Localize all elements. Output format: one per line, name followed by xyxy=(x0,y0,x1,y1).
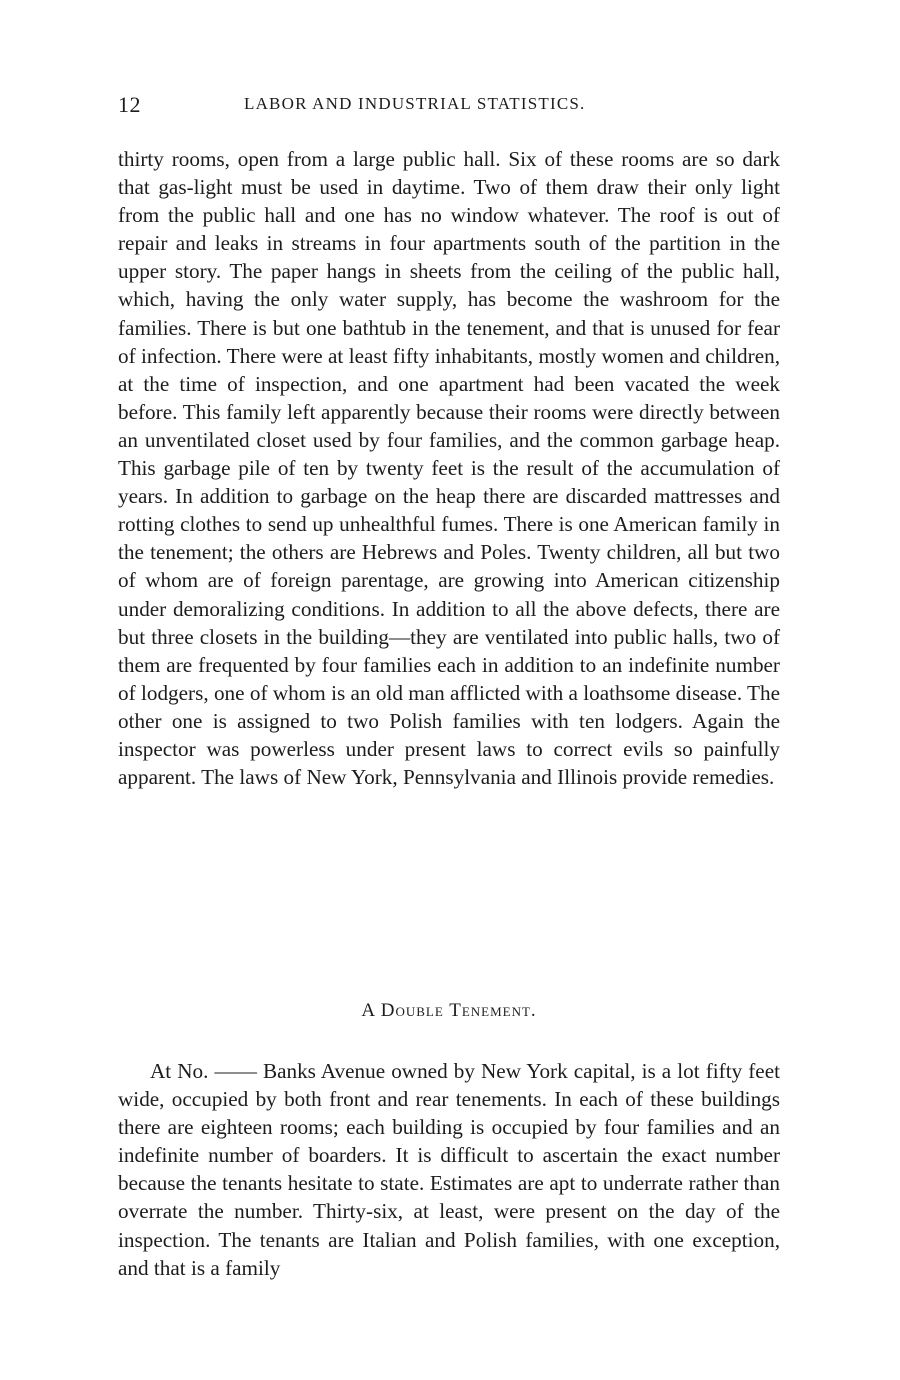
running-title: LABOR AND INDUSTRIAL STATISTICS. xyxy=(244,94,586,113)
page-number: 12 xyxy=(118,92,141,117)
body-paragraph-2: At No. —— Banks Avenue owned by New York capital, is a lot fifty feet wide, occupied by both front and rear tenements. In each of these buildings there are eighteen rooms; each building is occupied by four families and an indefinite number of boarders. It is difficult to ascertain the exact number because the tenants hesitate to state. Estimates are apt to underrate rather than overrate the number. Thirty-six, at least, were present on the day of the inspection. The tenants are Italian and Polish families, with one exception, and that is a family xyxy=(118,1059,780,1280)
running-header xyxy=(118,92,780,122)
section-heading: A Double Tenement. xyxy=(361,1000,537,1021)
body-paragraph-1: thirty rooms, open from a large public hall. Six of these rooms are so dark that gas-light must be used in daytime. Two of them draw their only light from the public hall and one has no window whatever. The roof is out of repair and leaks in streams in four apartments south of the partition in the upper story. The paper hangs in sheets from the ceiling of the public hall, which, having the only water supply, has become the washroom for the families. There is but one bathtub in the tenement, and that is unused for fear of infection. There were at least fifty inhabitants, mostly women and children, at the time of inspection, and one apartment had been vacated the week before. This family left apparently because their rooms were directly between an unventilated closet used by four families, and the common garbage heap. This garbage pile of ten by twenty feet is the result of the accumulation of years. In addition to garbage on the heap there are discarded mattresses and rotting clothes to send up unhealthful fumes. There is one American family in the tenement; the others are Hebrews and Poles. Twenty children, all but two of whom are of foreign parentage, are growing into American citizenship under demoralizing conditions. In addition to all the above defects, there are but three closets in the building—they are ventilated into public halls, two of them are frequented by four families each in addition to an indefinite number of lodgers, one of whom is an old man afflicted with a loathsome disease. The other one is assigned to two Polish families with ten lodgers. Again the inspector was powerless under present laws to correct evils so painfully apparent. The laws of New York, Pennsylvania and Illinois provide remedies. xyxy=(118,147,780,790)
